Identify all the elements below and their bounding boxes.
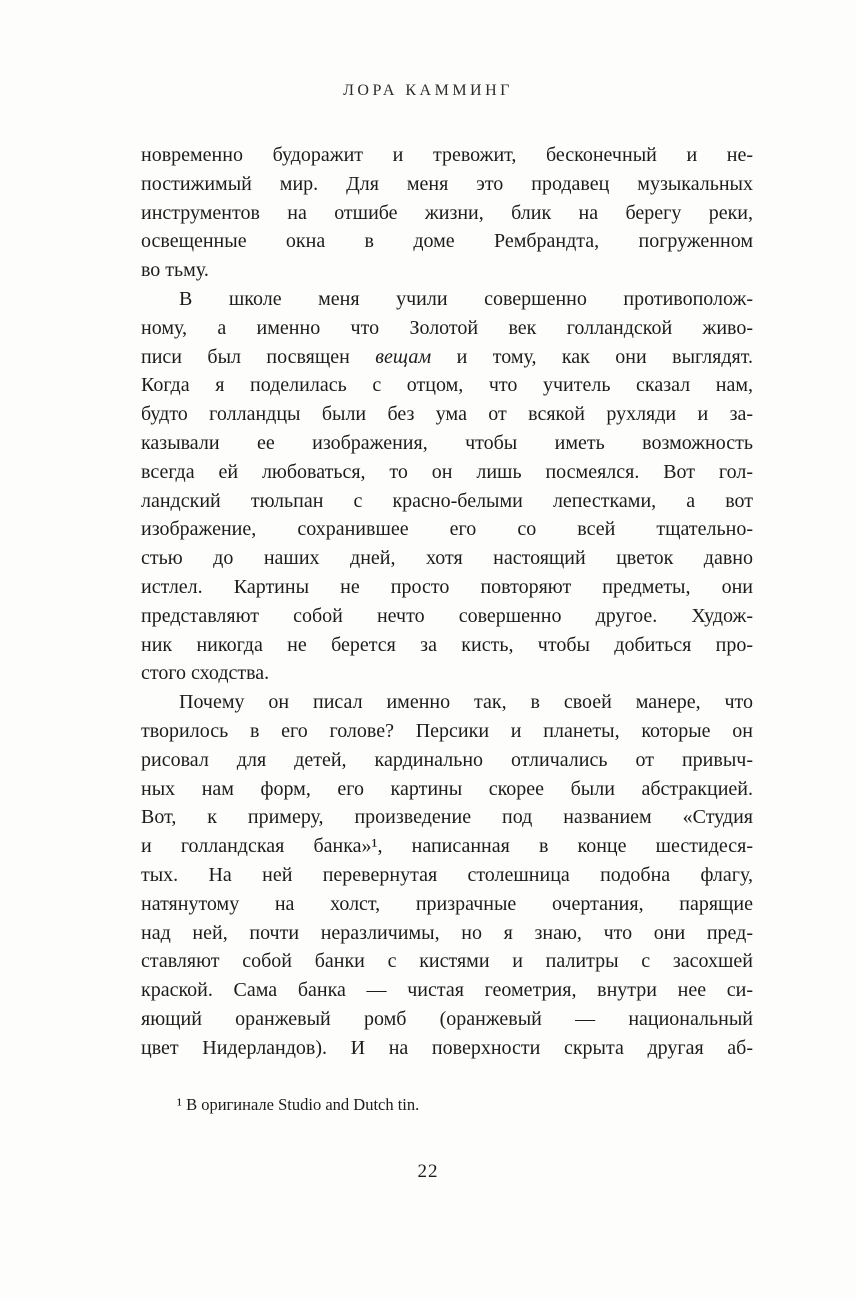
body-text [141, 141, 753, 1063]
text-segment: натянутому на холст, призрачные очертания, парящие [141, 892, 753, 915]
text-segment: стого сходства. [141, 662, 270, 685]
text-segment: яющий оранжевый ромб (оранжевый — национальный [141, 1007, 753, 1030]
paragraph [141, 141, 753, 285]
text-segment: истлел. Картины не просто повторяют предметы, они [141, 575, 753, 598]
text-line [141, 775, 753, 804]
text-segment: и тому, как они выглядят. [431, 345, 753, 368]
text-line [141, 803, 753, 832]
text-line [141, 371, 753, 400]
paragraph [141, 285, 753, 688]
footnote: ¹ В оригинале Studio and Dutch tin. [177, 1095, 420, 1114]
text-line [141, 890, 753, 919]
text-line [141, 515, 753, 544]
text-segment: Когда я поделилась с отцом, что учитель сказал нам, [141, 374, 753, 397]
text-segment: ник никогда не берется за кисть, чтобы добиться про- [141, 633, 753, 656]
text-segment: краской. Сама банка — чистая геометрия, внутри нее си- [141, 979, 753, 1002]
text-segment: изображение, сохранившее его со всей тщательно- [141, 518, 753, 541]
text-segment: постижимый мир. Для меня это продавец музыкальных [141, 172, 753, 195]
text-line [141, 458, 753, 487]
text-segment: писи был посвящен [141, 345, 376, 368]
text-line [141, 199, 753, 228]
text-line [141, 1005, 753, 1034]
text-segment: всегда ей любоваться, то он лишь посмеялся. Вот гол- [141, 460, 753, 483]
text-line [141, 573, 753, 602]
text-line [141, 314, 753, 343]
text-segment: будто голландцы были без ума от всякой рухляди и за- [141, 403, 753, 426]
text-line [141, 170, 753, 199]
text-line [141, 602, 753, 631]
paragraph [141, 688, 753, 1062]
text-line [141, 746, 753, 775]
text-line [141, 285, 753, 314]
text-segment: во тьму. [141, 259, 209, 282]
text-segment: тых. На ней перевернутая столешница подобна флагу, [141, 863, 753, 886]
text-line [141, 976, 753, 1005]
text-line [141, 919, 753, 948]
text-line [141, 227, 753, 256]
text-line [141, 256, 753, 285]
text-line [141, 343, 753, 372]
text-line [141, 487, 753, 516]
text-segment: Вот, к примеру, произведение под названием «Студия [141, 806, 753, 829]
text-segment: цвет Нидерландов). И на поверхности скрыта другая аб- [141, 1036, 753, 1059]
running-header: ЛОРА КАММИНГ [343, 82, 513, 99]
text-segment: Почему он писал именно так, в своей манере, что [179, 691, 753, 714]
text-line [141, 400, 753, 429]
page-number: 22 [417, 1161, 439, 1182]
text-segment: творилось в его голове? Персики и планеты, которые он [141, 719, 753, 742]
text-segment: ставляют собой банки с кистями и палитры с засохшей [141, 950, 753, 973]
text-line [141, 544, 753, 573]
text-segment: ландский тюльпан с красно-белыми лепестками, а вот [141, 489, 753, 512]
text-line [141, 1034, 753, 1063]
text-segment: рисовал для детей, кардинально отличались от привыч- [141, 748, 753, 771]
emphasized-text: вещам [375, 345, 432, 368]
text-segment: стью до наших дней, хотя настоящий цветок давно [141, 547, 753, 570]
text-segment: В школе меня учили совершенно противополож- [179, 287, 753, 310]
text-line [141, 429, 753, 458]
text-segment: ному, а именно что Золотой век голландской живо- [141, 316, 753, 339]
text-line [141, 832, 753, 861]
text-line [141, 861, 753, 890]
text-segment: и голландская банка»¹, написанная в конце шестидеся- [141, 835, 753, 858]
text-line [141, 141, 753, 170]
text-line [141, 688, 753, 717]
text-segment: освещенные окна в доме Рембрандта, погруженном [141, 230, 753, 253]
text-line [141, 947, 753, 976]
text-line [141, 659, 753, 688]
text-segment: ных нам форм, его картины скорее были абстракцией. [141, 777, 753, 800]
text-segment: казывали ее изображения, чтобы иметь возможность [141, 431, 753, 454]
text-segment: инструментов на отшибе жизни, блик на берегу реки, [141, 201, 753, 224]
text-segment: новременно будоражит и тревожит, бесконечный и не- [141, 144, 753, 166]
text-line [141, 631, 753, 660]
text-line [141, 717, 753, 746]
text-segment: над ней, почти неразличимы, но я знаю, что они пред- [141, 921, 753, 944]
text-segment: представляют собой нечто совершенно другое. Худож- [141, 604, 753, 627]
